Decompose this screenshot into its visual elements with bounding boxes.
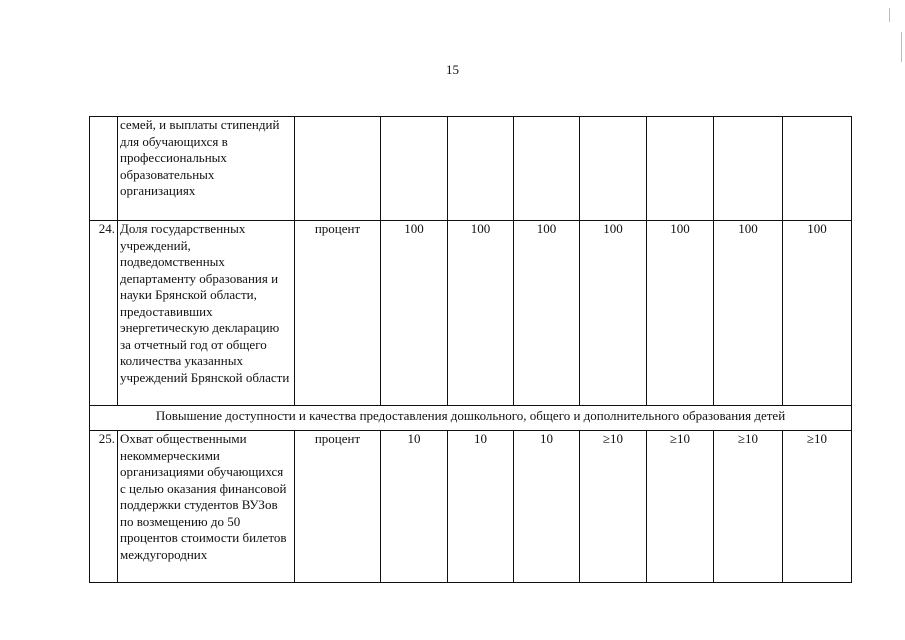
value-cell — [580, 117, 647, 221]
value-cell — [714, 117, 783, 221]
table-row-continued — [90, 117, 852, 221]
value-cell — [448, 117, 514, 221]
page-number: 15 — [446, 62, 459, 77]
indicators-table — [89, 116, 852, 583]
table-row-24 — [90, 221, 852, 406]
value-cell: 100 — [580, 221, 647, 406]
section-row — [90, 406, 852, 431]
value-cell: 100 — [783, 221, 852, 406]
value-cell: ≥10 — [714, 431, 783, 583]
indicator-name: Охват общественными некоммерческими организациями обучающихся с целью оказания финансовой поддержки студентов ВУЗов по возмещению до 50 процентов стоимости билетов междугородних — [118, 431, 295, 583]
unit-cell — [295, 117, 381, 221]
value-cell: 100 — [647, 221, 714, 406]
indicator-name: семей, и выплаты стипендий для обучающихся в профессиональных образовательных организациях — [118, 117, 295, 221]
scan-edge-mark — [901, 32, 902, 62]
value-cell — [783, 117, 852, 221]
value-cell: 100 — [448, 221, 514, 406]
value-cell: 10 — [514, 431, 580, 583]
value-cell: ≥10 — [783, 431, 852, 583]
value-cell — [381, 117, 448, 221]
indicator-name: Доля государственных учреждений, подведомственных департаменту образования и науки Брянской области, предоставивших энергетическую декларацию за отчетный год от общего количества указанных учреждений Брянской области — [118, 221, 295, 406]
table-row-25 — [90, 431, 852, 583]
section-title: Повышение доступности и качества предоставления дошкольного, общего и дополнительного образования детей — [90, 406, 852, 431]
value-cell: ≥10 — [647, 431, 714, 583]
unit-cell: процент — [295, 431, 381, 583]
row-number: 25. — [90, 431, 118, 583]
value-cell: ≥10 — [580, 431, 647, 583]
unit-cell: процент — [295, 221, 381, 406]
value-cell — [647, 117, 714, 221]
value-cell: 100 — [514, 221, 580, 406]
scan-edge-mark — [889, 8, 890, 22]
row-number: 24. — [90, 221, 118, 406]
value-cell: 100 — [381, 221, 448, 406]
value-cell: 100 — [714, 221, 783, 406]
value-cell — [514, 117, 580, 221]
value-cell: 10 — [448, 431, 514, 583]
row-number — [90, 117, 118, 221]
value-cell: 10 — [381, 431, 448, 583]
